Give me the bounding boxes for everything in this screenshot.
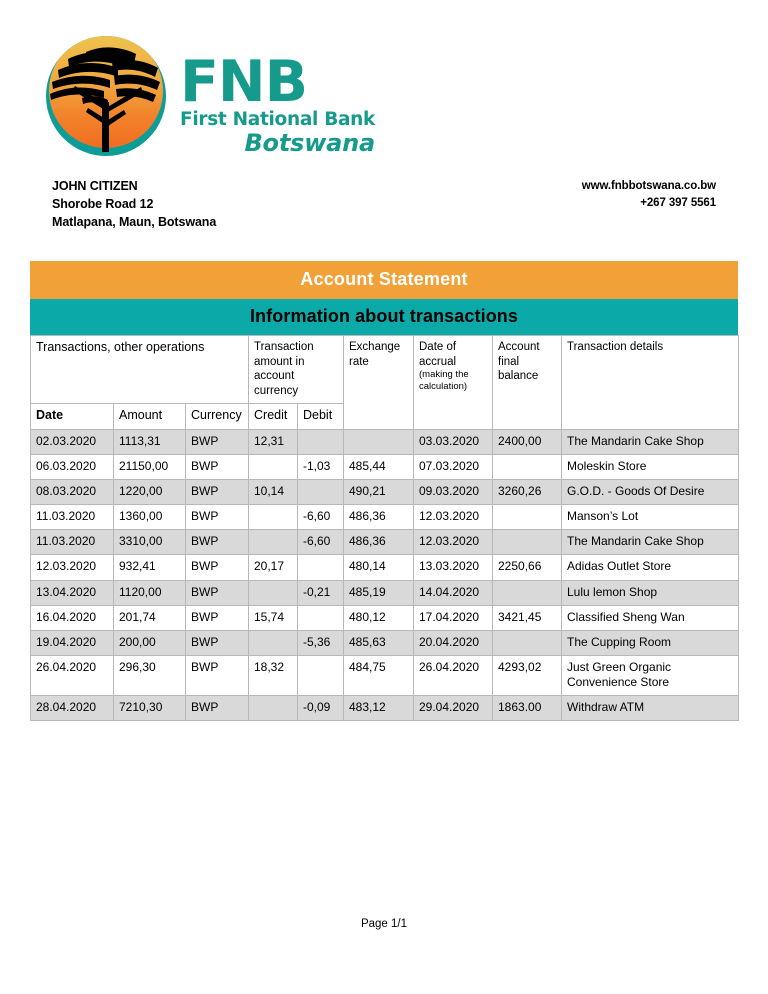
cell-balance bbox=[493, 580, 562, 605]
cell-date: 11.03.2020 bbox=[31, 530, 114, 555]
cell-balance: 3260,26 bbox=[493, 480, 562, 505]
cell-debit bbox=[298, 555, 344, 580]
cell-credit: 10,14 bbox=[249, 480, 298, 505]
cell-credit: 18,32 bbox=[249, 655, 298, 695]
header-date-of-accrual bbox=[414, 336, 493, 430]
bank-phone: +267 397 5561 bbox=[640, 196, 716, 209]
cell-currency: BWP bbox=[186, 530, 249, 555]
transactions-table bbox=[30, 335, 739, 721]
cell-debit: -6,60 bbox=[298, 505, 344, 530]
customer-address bbox=[52, 178, 216, 231]
cell-accrual: 17.04.2020 bbox=[414, 605, 493, 630]
cell-amount: 932,41 bbox=[114, 555, 186, 580]
cell-balance: 2400,00 bbox=[493, 429, 562, 454]
cell-currency: BWP bbox=[186, 455, 249, 480]
customer-address-line1: Shorobe Road 12 bbox=[52, 196, 154, 211]
transactions-body bbox=[31, 429, 739, 720]
cell-balance bbox=[493, 630, 562, 655]
table-row bbox=[31, 580, 739, 605]
cell-amount: 296,30 bbox=[114, 655, 186, 695]
cell-details: Just Green Organic Convenience Store bbox=[562, 655, 739, 695]
cell-details: The Cupping Room bbox=[562, 630, 739, 655]
cell-accrual: 03.03.2020 bbox=[414, 429, 493, 454]
table-row bbox=[31, 605, 739, 630]
cell-details: Adidas Outlet Store bbox=[562, 555, 739, 580]
cell-amount: 1360,00 bbox=[114, 505, 186, 530]
cell-date: 13.04.2020 bbox=[31, 580, 114, 605]
cell-debit bbox=[298, 605, 344, 630]
wordmark-fnb: FNB bbox=[180, 49, 308, 116]
cell-accrual: 12.03.2020 bbox=[414, 505, 493, 530]
cell-balance bbox=[493, 530, 562, 555]
table-row bbox=[31, 429, 739, 454]
cell-date: 16.04.2020 bbox=[31, 605, 114, 630]
header-date-of-accrual-note: (making the calculation) bbox=[419, 369, 469, 392]
page-number: Page 1/1 bbox=[360, 918, 408, 930]
cell-rate bbox=[344, 429, 414, 454]
cell-rate: 485,63 bbox=[344, 630, 414, 655]
bank-contact bbox=[582, 178, 716, 211]
cell-balance bbox=[493, 455, 562, 480]
header-transactions-group: Transactions, other operations bbox=[31, 336, 249, 404]
cell-debit: -0,09 bbox=[298, 696, 344, 721]
cell-date: 19.04.2020 bbox=[31, 630, 114, 655]
header-exchange-rate: Exchange rate bbox=[344, 336, 414, 430]
cell-currency: BWP bbox=[186, 429, 249, 454]
cell-currency: BWP bbox=[186, 655, 249, 695]
cell-rate: 486,36 bbox=[344, 505, 414, 530]
cell-currency: BWP bbox=[186, 555, 249, 580]
cell-amount: 1120,00 bbox=[114, 580, 186, 605]
cell-details: G.O.D. - Goods Of Desire bbox=[562, 480, 739, 505]
cell-currency: BWP bbox=[186, 580, 249, 605]
cell-date: 08.03.2020 bbox=[31, 480, 114, 505]
fnb-acacia-tree-logo-icon bbox=[42, 32, 170, 160]
cell-date: 02.03.2020 bbox=[31, 429, 114, 454]
cell-details: Classified Sheng Wan bbox=[562, 605, 739, 630]
cell-accrual: 14.04.2020 bbox=[414, 580, 493, 605]
fnb-logo bbox=[42, 32, 375, 160]
cell-details: Lulu lemon Shop bbox=[562, 580, 739, 605]
cell-debit: -1,03 bbox=[298, 455, 344, 480]
cell-date: 11.03.2020 bbox=[31, 505, 114, 530]
cell-credit: 20,17 bbox=[249, 555, 298, 580]
header-amount-in-account-currency: Transaction amount in account currency bbox=[249, 336, 344, 404]
cell-balance: 4293,02 bbox=[493, 655, 562, 695]
cell-details: The Mandarin Cake Shop bbox=[562, 530, 739, 555]
cell-accrual: 29.04.2020 bbox=[414, 696, 493, 721]
cell-balance: 3421,45 bbox=[493, 605, 562, 630]
cell-credit bbox=[249, 505, 298, 530]
cell-debit bbox=[298, 480, 344, 505]
cell-accrual: 07.03.2020 bbox=[414, 455, 493, 480]
cell-credit bbox=[249, 696, 298, 721]
statement-title: Account Statement bbox=[30, 261, 738, 299]
cell-rate: 480,12 bbox=[344, 605, 414, 630]
cell-amount: 1220,00 bbox=[114, 480, 186, 505]
header-debit: Debit bbox=[298, 404, 344, 430]
header-account-final-balance: Account final balance bbox=[493, 336, 562, 430]
cell-currency: BWP bbox=[186, 505, 249, 530]
cell-credit bbox=[249, 630, 298, 655]
cell-credit bbox=[249, 580, 298, 605]
fnb-wordmark bbox=[180, 49, 376, 157]
statement-banners bbox=[30, 261, 738, 335]
cell-debit bbox=[298, 429, 344, 454]
cell-currency: BWP bbox=[186, 480, 249, 505]
customer-name: JOHN CITIZEN bbox=[52, 179, 138, 193]
cell-debit bbox=[298, 655, 344, 695]
cell-rate: 483,12 bbox=[344, 696, 414, 721]
customer-address-line2: Matlapana, Maun, Botswana bbox=[52, 214, 217, 229]
cell-details: Withdraw ATM bbox=[562, 696, 739, 721]
cell-date: 06.03.2020 bbox=[31, 455, 114, 480]
wordmark-country: Botswana bbox=[244, 128, 376, 157]
page-footer bbox=[0, 918, 768, 930]
cell-details: The Mandarin Cake Shop bbox=[562, 429, 739, 454]
cell-balance: 2250,66 bbox=[493, 555, 562, 580]
header-transaction-details: Transaction details bbox=[562, 336, 739, 430]
cell-details: Manson’s Lot bbox=[562, 505, 739, 530]
cell-amount: 200,00 bbox=[114, 630, 186, 655]
table-row bbox=[31, 530, 739, 555]
cell-accrual: 12.03.2020 bbox=[414, 530, 493, 555]
cell-amount: 1113,31 bbox=[114, 429, 186, 454]
wordmark-full-name: First National Bank bbox=[180, 109, 376, 131]
header-currency: Currency bbox=[186, 404, 249, 430]
letterhead bbox=[30, 0, 738, 160]
header-credit: Credit bbox=[249, 404, 298, 430]
cell-rate: 485,44 bbox=[344, 455, 414, 480]
cell-date: 26.04.2020 bbox=[31, 655, 114, 695]
cell-credit bbox=[249, 530, 298, 555]
cell-debit: -5,36 bbox=[298, 630, 344, 655]
cell-balance bbox=[493, 505, 562, 530]
cell-rate: 484,75 bbox=[344, 655, 414, 695]
table-row bbox=[31, 696, 739, 721]
cell-date: 28.04.2020 bbox=[31, 696, 114, 721]
cell-amount: 7210,30 bbox=[114, 696, 186, 721]
cell-details: Moleskin Store bbox=[562, 455, 739, 480]
cell-amount: 21150,00 bbox=[114, 455, 186, 480]
table-header-group-row bbox=[31, 336, 739, 404]
cell-accrual: 26.04.2020 bbox=[414, 655, 493, 695]
cell-currency: BWP bbox=[186, 605, 249, 630]
table-row bbox=[31, 655, 739, 695]
cell-credit bbox=[249, 455, 298, 480]
header-amount: Amount bbox=[114, 404, 186, 430]
cell-amount: 3310,00 bbox=[114, 530, 186, 555]
table-row bbox=[31, 505, 739, 530]
table-row bbox=[31, 480, 739, 505]
cell-credit: 15,74 bbox=[249, 605, 298, 630]
cell-date: 12.03.2020 bbox=[31, 555, 114, 580]
cell-balance: 1863.00 bbox=[493, 696, 562, 721]
header-date-of-accrual-label: Date of accrual bbox=[419, 341, 457, 368]
table-row bbox=[31, 555, 739, 580]
bank-website[interactable]: www.fnbbotswana.co.bw bbox=[581, 180, 716, 192]
cell-accrual: 09.03.2020 bbox=[414, 480, 493, 505]
cell-accrual: 20.04.2020 bbox=[414, 630, 493, 655]
cell-debit: -0,21 bbox=[298, 580, 344, 605]
cell-credit: 12,31 bbox=[249, 429, 298, 454]
cell-rate: 486,36 bbox=[344, 530, 414, 555]
table-row bbox=[31, 455, 739, 480]
header-date: Date bbox=[31, 404, 114, 430]
cell-currency: BWP bbox=[186, 696, 249, 721]
table-row bbox=[31, 630, 739, 655]
info-bar bbox=[30, 178, 738, 231]
cell-rate: 485,19 bbox=[344, 580, 414, 605]
statement-subtitle: Information about transactions bbox=[30, 299, 738, 335]
cell-debit: -6,60 bbox=[298, 530, 344, 555]
cell-rate: 480,14 bbox=[344, 555, 414, 580]
cell-currency: BWP bbox=[186, 630, 249, 655]
cell-rate: 490,21 bbox=[344, 480, 414, 505]
cell-accrual: 13.03.2020 bbox=[414, 555, 493, 580]
cell-amount: 201,74 bbox=[114, 605, 186, 630]
